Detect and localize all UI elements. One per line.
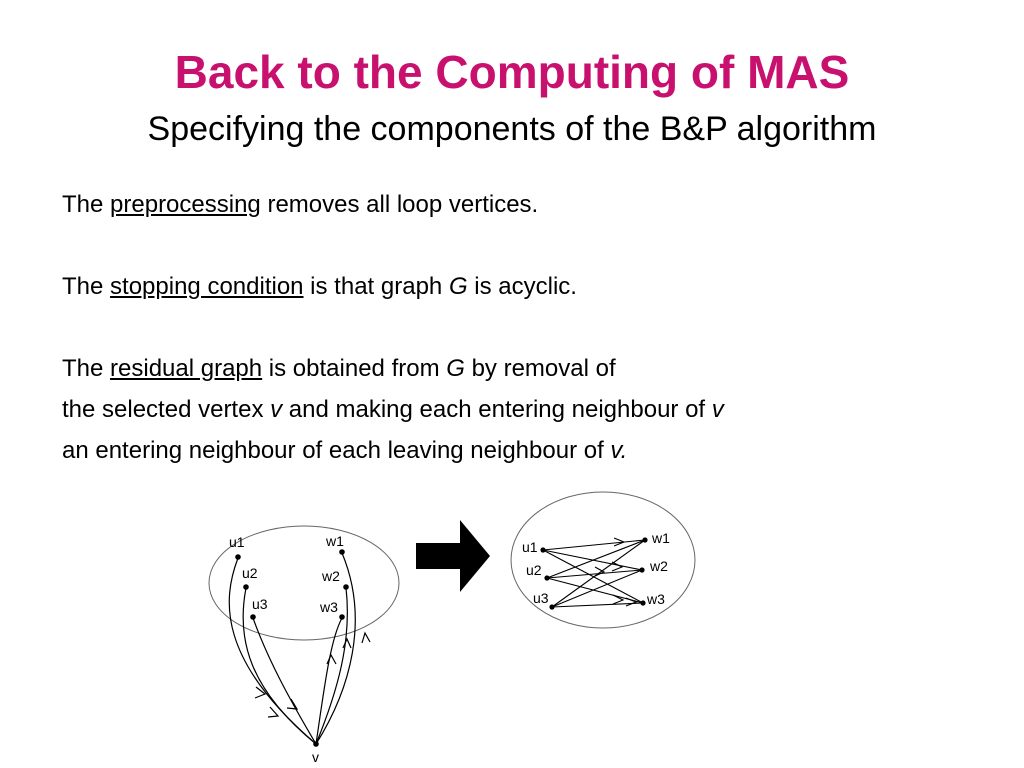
node-u3 (250, 614, 256, 620)
arrowhead-u1-v (255, 687, 265, 698)
right-arrow-icon (416, 520, 490, 592)
node-v (313, 741, 319, 747)
node-w1 (339, 549, 345, 555)
label-w3: w3 (320, 599, 338, 615)
right-node-u3 (549, 604, 554, 609)
arrowhead-v-w2 (343, 639, 351, 648)
edge-u2-w1 (547, 540, 645, 578)
right-label-u3: u3 (533, 590, 549, 606)
term-stopping-condition: stopping condition (110, 273, 304, 300)
node-u2 (243, 584, 249, 590)
right-label-u2: u2 (526, 562, 542, 578)
right-label-w2: w2 (650, 558, 668, 574)
edge-u1-w1 (543, 540, 645, 550)
node-u1 (235, 554, 241, 560)
right-node-u1 (540, 547, 545, 552)
node-w3 (339, 614, 345, 620)
right-label-u1: u1 (522, 539, 538, 555)
arrowhead-v-w1 (362, 633, 370, 643)
term-residual-graph: residual graph (110, 355, 263, 382)
label-w1: w1 (326, 533, 344, 549)
line-stopping-condition: The stopping condition is that graph G is acyclic. (62, 273, 577, 300)
slide-subtitle: Specifying the components of the B&P algorithm (147, 110, 877, 148)
edge-u3-v (253, 618, 316, 744)
right-label-w3: w3 (647, 591, 665, 607)
line-entering-neighbour: an entering neighbour of each leaving neighbour of v. (62, 437, 628, 464)
line-residual-graph: The residual graph is obtained from G by removal of (62, 355, 616, 382)
label-u1: u1 (229, 534, 245, 550)
right-node-w1 (642, 537, 647, 542)
arrowhead-u2-v (268, 707, 278, 717)
label-u3: u3 (252, 596, 268, 612)
arrowhead-to-w2 (612, 562, 622, 571)
label-w2: w2 (322, 568, 340, 584)
label-v: v (312, 749, 319, 765)
term-preprocessing: preprocessing (110, 191, 261, 218)
line-preprocessing: The preprocessing removes all loop vertices. (62, 191, 539, 218)
right-node-u2 (544, 575, 549, 580)
slide-title: Back to the Computing of MAS (174, 46, 850, 98)
line-selected-vertex: the selected vertex v and making each entering neighbour of v (62, 396, 724, 423)
edge-u1-w3 (543, 550, 643, 603)
right-graph (511, 492, 695, 628)
right-node-w2 (639, 567, 644, 572)
arrowhead-u3-v (287, 699, 297, 709)
node-w2 (343, 584, 349, 590)
label-u2: u2 (242, 565, 258, 581)
right-node-w3 (640, 600, 645, 605)
left-graph (209, 526, 399, 765)
right-label-w1: w1 (652, 530, 670, 546)
